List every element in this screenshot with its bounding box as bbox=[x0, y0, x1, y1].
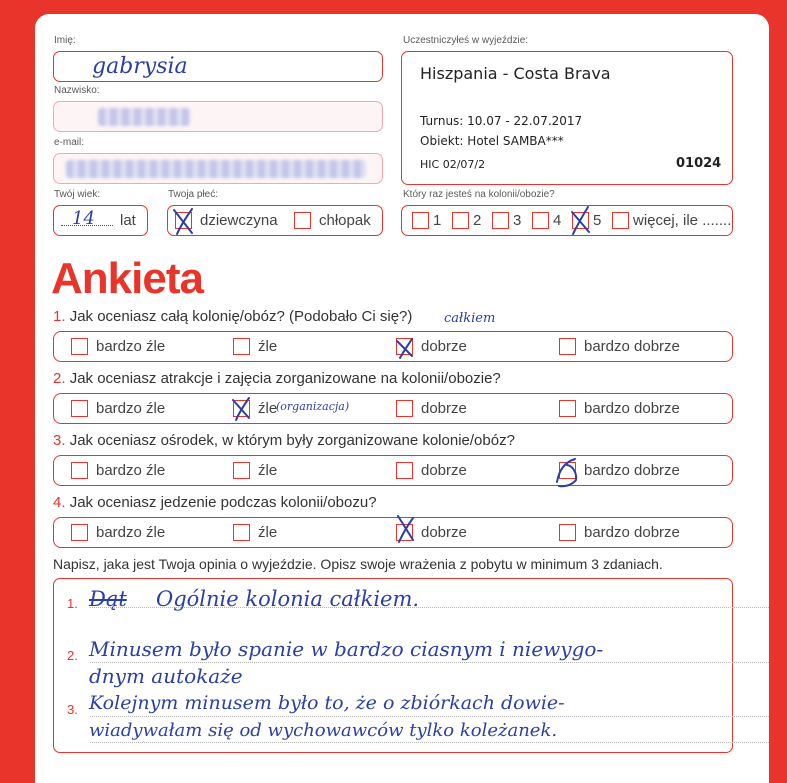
visit-count-1-label: 1 bbox=[433, 212, 442, 229]
opinion-rule-2 bbox=[90, 662, 769, 663]
question-1-note: całkiem bbox=[444, 311, 496, 326]
trip-name: Hiszpania - Costa Brava bbox=[420, 64, 611, 83]
opinion-line-4: Kolejnym minusem było to, że o zbiórkach dowie- bbox=[89, 692, 565, 714]
age-unit: lat bbox=[120, 212, 136, 229]
q4-zle-checkbox[interactable] bbox=[233, 524, 250, 541]
q2-bardzo-zle-label: bardzo źle bbox=[96, 400, 166, 417]
first-name-value: gabrysia bbox=[92, 54, 188, 79]
q4-zle-label: źle bbox=[258, 524, 278, 541]
q1-zle-checkbox[interactable] bbox=[233, 338, 250, 355]
question-2 bbox=[53, 370, 501, 387]
trip-dates: Turnus: 10.07 - 22.07.2017 bbox=[420, 114, 583, 128]
q4-bardzo-zle-checkbox[interactable] bbox=[71, 524, 88, 541]
opinion-rule-3 bbox=[90, 716, 769, 717]
opinion-struck-word: Dąt bbox=[89, 587, 127, 611]
page-title: Ankieta bbox=[51, 254, 203, 303]
q3-zle-checkbox[interactable] bbox=[233, 462, 250, 479]
q4-bardzo-dobrze-checkbox[interactable] bbox=[559, 524, 576, 541]
question-2-note: (organizacja) bbox=[276, 400, 350, 413]
gender-girl-label: dziewczyna bbox=[200, 212, 278, 229]
opinion-line-3: dnym autokaże bbox=[89, 664, 243, 688]
visit-count-3-label: 3 bbox=[513, 212, 522, 229]
question-1-text: Jak oceniasz całą kolonię/obóz? (Podobało Ci się?) bbox=[69, 308, 413, 325]
q2-bardzo-zle-checkbox[interactable] bbox=[71, 400, 88, 417]
question-4 bbox=[53, 494, 377, 511]
question-3-number: 3. bbox=[53, 432, 66, 449]
q1-dobrze-check-mark bbox=[394, 334, 416, 360]
question-3 bbox=[53, 432, 515, 449]
opinion-rule-4 bbox=[90, 742, 769, 743]
question-2-text: Jak oceniasz atrakcje i zajęcia zorganizowane na kolonii/obozie? bbox=[69, 370, 501, 387]
opinion-line-number-3: 3. bbox=[67, 702, 78, 717]
first-name-label: Imię: bbox=[54, 35, 76, 46]
gender-boy-checkbox[interactable] bbox=[294, 212, 311, 229]
visit-count-1-checkbox[interactable] bbox=[412, 212, 429, 229]
visit-count-5-check-mark bbox=[568, 204, 594, 236]
q3-bardzo-zle-label: bardzo źle bbox=[96, 462, 166, 479]
visit-count-more-label: więcej, ile ....... bbox=[633, 212, 732, 229]
q4-dobrze-label: dobrze bbox=[421, 524, 467, 541]
q4-bardzo-zle-label: bardzo źle bbox=[96, 524, 166, 541]
q4-dobrze-check-mark bbox=[394, 512, 418, 544]
q1-zle-label: źle bbox=[258, 338, 278, 355]
q1-bardzo-zle-checkbox[interactable] bbox=[71, 338, 88, 355]
email-redacted bbox=[66, 160, 366, 178]
trip-code: HIC 02/07/2 bbox=[420, 158, 486, 171]
visit-count-label: Który raz jesteś na kolonii/obozie? bbox=[403, 189, 555, 200]
age-value: 14 bbox=[72, 208, 95, 229]
visit-count-5-label: 5 bbox=[593, 212, 602, 229]
visit-count-2-label: 2 bbox=[473, 212, 482, 229]
email-label: e-mail: bbox=[54, 137, 85, 148]
q2-zle-check-mark bbox=[230, 394, 254, 422]
q4-bardzo-dobrze-label: bardzo dobrze bbox=[584, 524, 680, 541]
q2-bardzo-dobrze-checkbox[interactable] bbox=[559, 400, 576, 417]
q1-bardzo-dobrze-label: bardzo dobrze bbox=[584, 338, 680, 355]
gender-label: Twoja płeć: bbox=[168, 189, 219, 200]
q2-bardzo-dobrze-label: bardzo dobrze bbox=[584, 400, 680, 417]
trip-hotel: Obiekt: Hotel SAMBA*** bbox=[420, 134, 564, 148]
question-1 bbox=[53, 308, 412, 325]
q3-bardzo-dobrze-label: bardzo dobrze bbox=[584, 462, 680, 479]
q1-dobrze-label: dobrze bbox=[421, 338, 467, 355]
q3-zle-label: źle bbox=[258, 462, 278, 479]
opinion-line-number-2: 2. bbox=[67, 648, 78, 663]
visit-count-more-checkbox[interactable] bbox=[612, 212, 629, 229]
q3-dobrze-label: dobrze bbox=[421, 462, 467, 479]
q3-bardzo-dobrze-check-mark bbox=[553, 456, 581, 492]
age-label: Twój wiek: bbox=[54, 189, 101, 200]
q2-dobrze-label: dobrze bbox=[421, 400, 467, 417]
opinion-line-1: Ogólnie kolonia całkiem. bbox=[156, 587, 420, 611]
gender-girl-check-mark bbox=[171, 206, 197, 236]
last-name-label: Nazwisko: bbox=[54, 85, 100, 96]
question-4-text: Jak oceniasz jedzenie podczas kolonii/obozu? bbox=[69, 494, 377, 511]
opinion-prompt: Napisz, jaka jest Twoja opinia o wyjeździe. Opisz swoje wrażenia z pobytu w minimum 3 zdaniach. bbox=[53, 556, 663, 572]
q1-bardzo-zle-label: bardzo źle bbox=[96, 338, 166, 355]
trip-number: 01024 bbox=[676, 156, 722, 171]
q2-zle-label: źle bbox=[258, 400, 278, 417]
q3-bardzo-zle-checkbox[interactable] bbox=[71, 462, 88, 479]
last-name-redacted bbox=[98, 108, 190, 126]
question-1-number: 1. bbox=[53, 308, 66, 325]
question-3-text: Jak oceniasz ośrodek, w którym były zorganizowane kolonie/obóz? bbox=[69, 432, 515, 449]
q2-dobrze-checkbox[interactable] bbox=[396, 400, 413, 417]
visit-count-4-label: 4 bbox=[553, 212, 562, 229]
question-2-number: 2. bbox=[53, 370, 66, 387]
visit-count-2-checkbox[interactable] bbox=[452, 212, 469, 229]
visit-count-3-checkbox[interactable] bbox=[492, 212, 509, 229]
age-dots bbox=[61, 225, 113, 226]
gender-boy-label: chłopak bbox=[319, 212, 371, 229]
visit-count-4-checkbox[interactable] bbox=[532, 212, 549, 229]
trip-label: Uczestniczyłeś w wyjeździe: bbox=[403, 35, 529, 46]
q1-bardzo-dobrze-checkbox[interactable] bbox=[559, 338, 576, 355]
opinion-line-5: wiadywałam się od wychowawców tylko koleżanek. bbox=[89, 720, 558, 741]
opinion-line-2: Minusem było spanie w bardzo ciasnym i niewygo- bbox=[89, 637, 604, 661]
q3-dobrze-checkbox[interactable] bbox=[396, 462, 413, 479]
opinion-line-number-1: 1. bbox=[67, 596, 78, 611]
question-4-number: 4. bbox=[53, 494, 66, 511]
